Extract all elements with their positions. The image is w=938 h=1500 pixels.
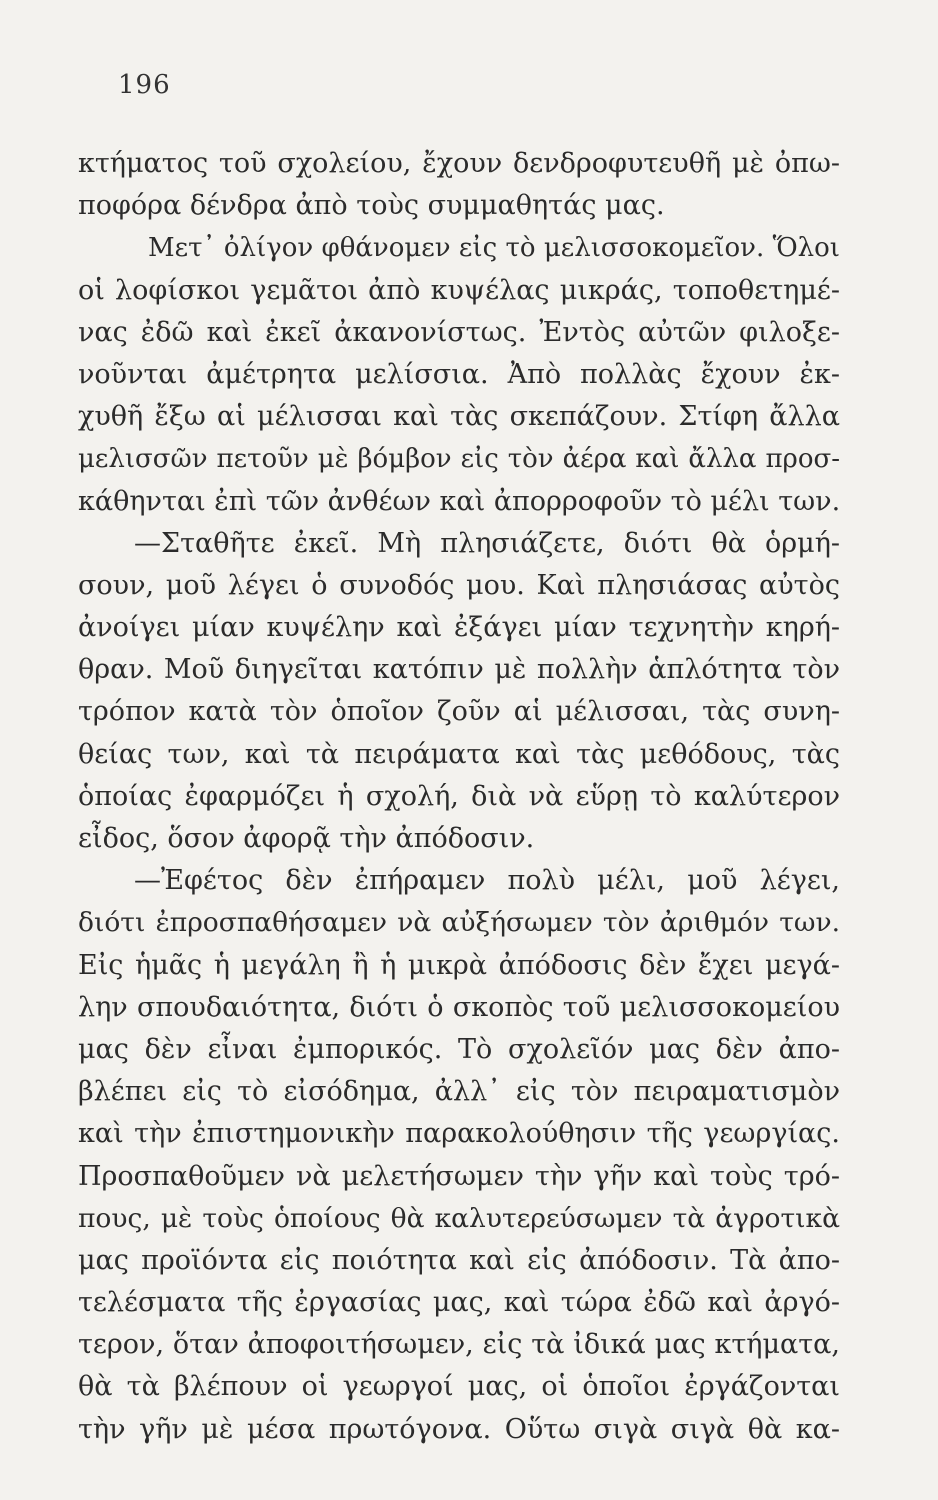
text-line: Προσπαθοῦμεν νὰ μελετήσωμεν τὴν γῆν καὶ τοὺς τρό- xyxy=(78,1160,840,1192)
page-number: 196 xyxy=(118,70,171,100)
text-line: θείας των, καὶ τὰ πειράματα καὶ τὰς μεθόδους, τὰς xyxy=(78,738,840,770)
text-line: τὴν γῆν μὲ μέσα πρωτόγονα. Οὕτω σιγὰ σιγὰ θὰ κα- xyxy=(78,1413,840,1445)
text-line: καὶ τὴν ἐπιστημονικὴν παρακολούθησιν τῆς γεωργίας. xyxy=(78,1118,840,1150)
text-line: λην σπουδαιότητα, διότι ὁ σκοπὸς τοῦ μελισσοκομείου xyxy=(78,991,840,1023)
text-line: ποφόρα δένδρα ἀπὸ τοὺς συμμαθητάς μας. xyxy=(78,190,665,222)
text-line: μας προϊόντα εἰς ποιότητα καὶ εἰς ἀπόδοσιν. Τὰ ἀπο- xyxy=(78,1244,840,1276)
text-line: κτήματος τοῦ σχολείου, ἔχουν δενδροφυτευθῆ μὲ ὀπω- xyxy=(78,148,840,179)
text-line: βλέπει εἰς τὸ εἰσόδημα, ἀλλ᾽ εἰς τὸν πειραματισμὸν xyxy=(78,1076,840,1108)
text-line: κάθηνται ἐπὶ τῶν ἀνθέων καὶ ἀπορροφοῦν τὸ μέλι των. xyxy=(78,485,841,517)
text-line: —Σταθῆτε ἐκεῖ. Μὴ πλησιάζετε, διότι θὰ ὁρμή- xyxy=(134,527,840,559)
body-text xyxy=(78,143,840,1451)
text-line: τελέσματα τῆς ἐργασίας μας, καὶ τώρα ἐδῶ καὶ ἀργό- xyxy=(78,1287,840,1319)
text-line: εἶδος, ὅσον ἀφορᾷ τὴν ἀπόδοσιν. xyxy=(78,823,535,854)
text-line: Μετ᾽ ὀλίγον φθάνομεν εἰς τὸ μελισσοκομεῖον. Ὅλοι xyxy=(148,233,840,264)
text-line: χυθῆ ἔξω αἱ μέλισσαι καὶ τὰς σκεπάζουν. Στίφη ἄλλα xyxy=(78,401,840,433)
text-line: νας ἐδῶ καὶ ἐκεῖ ἀκανονίστως. Ἐντὸς αὐτῶν φιλοξε- xyxy=(78,316,840,348)
text-line: Εἰς ἡμᾶς ἡ μεγάλη ἢ ἡ μικρὰ ἀπόδοσις δὲν ἔχει μεγά- xyxy=(78,949,840,981)
text-line: μελισσῶν πετοῦν μὲ βόμβον εἰς τὸν ἀέρα καὶ ἄλλα προσ- xyxy=(78,444,840,475)
text-line: μας δὲν εἶναι ἐμπορικός. Τὸ σχολεῖόν μας δὲν ἀπο- xyxy=(78,1033,840,1065)
text-line: —Ἐφέτος δὲν ἐπήραμεν πολὺ μέλι, μοῦ λέγει, xyxy=(134,865,840,897)
text-line: ἀνοίγει μίαν κυψέλην καὶ ἐξάγει μίαν τεχνητὴν κηρή- xyxy=(78,612,840,644)
text-line: θραν. Μοῦ διηγεῖται κατόπιν μὲ πολλὴν ἁπλότητα τὸν xyxy=(78,654,840,686)
text-line: πους, μὲ τοὺς ὁποίους θὰ καλυτερεύσωμεν τὰ ἀγροτικὰ xyxy=(78,1202,840,1234)
text-line: νοῦνται ἀμέτρητα μελίσσια. Ἀπὸ πολλὰς ἔχουν ἐκ- xyxy=(78,358,840,390)
text-line: ὁποίας ἐφαρμόζει ἡ σχολή, διὰ νὰ εὕρῃ τὸ καλύτερον xyxy=(78,780,840,812)
text-line: σουν, μοῦ λέγει ὁ συνοδός μου. Καὶ πλησιάσας αὐτὸς xyxy=(78,569,840,601)
text-line: τρόπον κατὰ τὸν ὁποῖον ζοῦν αἱ μέλισσαι, τὰς συνη- xyxy=(78,696,840,728)
text-line: διότι ἐπροσπαθήσαμεν νὰ αὐξήσωμεν τὸν ἀριθμόν των. xyxy=(78,907,840,939)
text-line: οἱ λοφίσκοι γεμᾶτοι ἀπὸ κυψέλας μικράς, τοποθετημέ- xyxy=(78,274,840,306)
text-line: θὰ τὰ βλέπουν οἱ γεωργοί μας, οἱ ὁποῖοι ἐργάζονται xyxy=(78,1371,840,1403)
text-line: τερον, ὅταν ἀποφοιτήσωμεν, εἰς τὰ ἰδικά μας κτήματα, xyxy=(78,1329,840,1361)
